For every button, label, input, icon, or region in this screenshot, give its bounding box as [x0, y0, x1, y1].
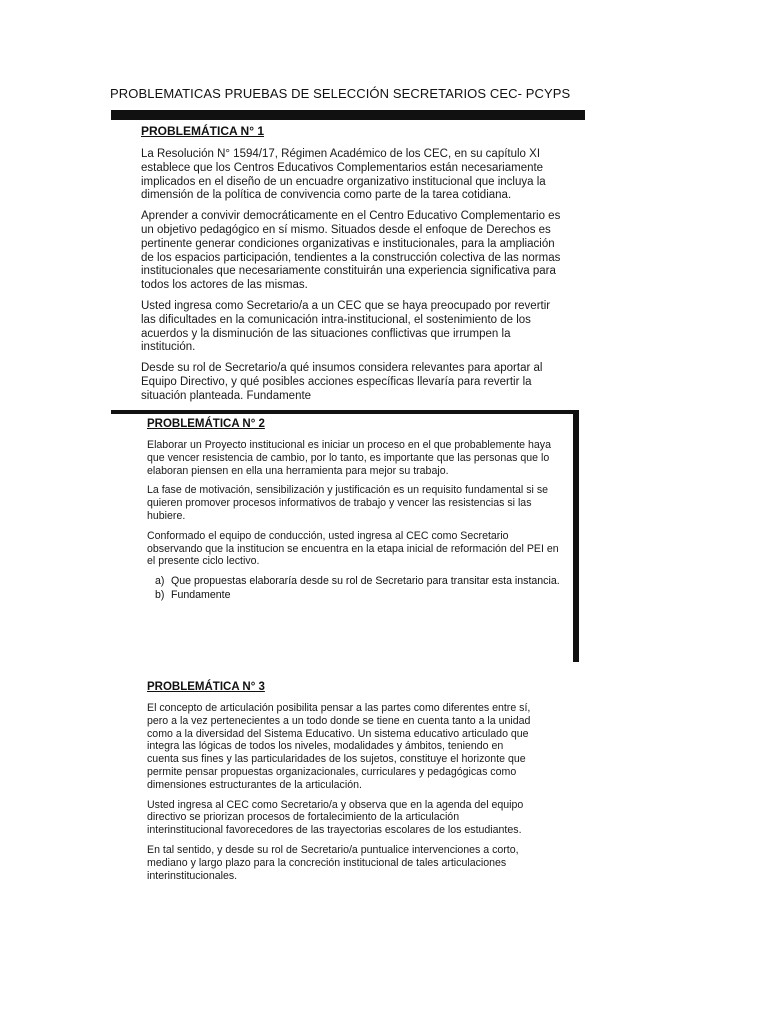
problem-2-paragraph: Conformado el equipo de conducción, usted ingresa al CEC como Secretario observando que la institucion se encuentra en la etapa inicial de reformación del PEI en el presente ciclo lectivo. — [147, 529, 559, 568]
problem-2-question-list — [147, 575, 563, 602]
problem-1-paragraph: Desde su rol de Secretario/a qué insumos considera relevantes para aportar al Equipo Directivo, y qué posibles acciones específicas llevaría para revertir la situación planteada. Fundamente — [141, 362, 543, 402]
scan-border-top — [111, 110, 585, 120]
question-text: Que propuestas elaboraría desde su rol de Secretario para transitar esta instancia. — [171, 575, 560, 588]
problem-1-paragraph: La Resolución N° 1594/17, Régimen Académico de los CEC, en su capítulo XI establece que los Centros Educativos Complementarios están necesariamente implicados en el diseño de un encuadre organizativo institucional que incluya la dimensión de la política de convivencia como parte de la tarea cotidiana. — [141, 148, 546, 202]
problem-2-paragraph: La fase de motivación, sensibilización y justificación es un requisito fundamental si se quieren promover procesos informativos de trabajo y vencer las resistencias si las hubiere. — [147, 484, 549, 522]
scan-border-middle — [111, 410, 579, 414]
problem-3-paragraph: Usted ingresa al CEC como Secretario/a y observa que en la agenda del equipo directivo se priorizan procesos de fortalecimiento de la articulación interinstitucional favorecedores de las trayectorias escolares de los estudiantes. — [147, 798, 524, 837]
question-item — [147, 575, 563, 588]
problem-1 — [141, 124, 567, 411]
problem-3 — [147, 681, 537, 889]
problem-2 — [147, 418, 563, 603]
problem-1-paragraph: Aprender a convivir democráticamente en el Centro Educativo Complementario es un objetivo pedagógico en sí mismo. Situados desde el enfoque de Derechos es pertinente generar condiciones organizativas e institucionales, para la ampliación de los espacios participación, tendientes a la construcción colectiva de las normas institucionales que necesariamente constituirán una experiencia significativa para todos los actores de las mismas. — [141, 210, 561, 292]
problem-3-heading: PROBLEMÁTICA N° 3 — [147, 681, 265, 693]
question-item — [147, 589, 563, 602]
question-text: Fundamente — [171, 588, 231, 601]
question-marker: a) — [155, 575, 165, 588]
problem-3-paragraph: El concepto de articulación posibilita pensar a las partes como diferentes entre sí, pero a la vez pertenecientes a un todo donde se tiene en cuenta tanto a la unidad como a la diversidad del Sistema Educativo. Un sistema educativo articulado que integra las lógicas de todos los niveles, modalidades y ámbitos, teniendo en cuenta sus fines y las particularidades de los sujetos, constituye el horizonte que permite pensar propuestas organizacionales, curriculares y pedagógicas como dimensiones estructurantes de la articulación. — [147, 702, 531, 791]
problem-1-heading: PROBLEMÁTICA N° 1 — [141, 124, 265, 138]
problem-2-heading: PROBLEMÁTICA N° 2 — [147, 418, 265, 430]
problem-1-paragraph: Usted ingresa como Secretario/a a un CEC que se haya preocupado por revertir las dificultades en la comunicación intra-institucional, el sostenimiento de los acuerdos y la disminución de las situaciones conflictivas que irrumpen la institución. — [141, 299, 551, 354]
problem-2-paragraph: Elaborar un Proyecto institucional es iniciar un proceso en el que probablemente haya que vencer resistencia de cambio, por lo tanto, es importante que las personas que lo elaboran piensen en ella una herramienta para mejor su trabajo. — [147, 439, 551, 477]
document-title: PROBLEMATICAS PRUEBAS DE SELECCIÓN SECRETARIOS CEC- PCYPS — [110, 86, 571, 101]
scan-border-right — [573, 410, 579, 662]
question-marker: b) — [155, 588, 165, 601]
problem-3-paragraph: En tal sentido, y desde su rol de Secretario/a puntualice intervenciones a corto, mediano y largo plazo para la concreción institucional de tales articulaciones interinstitucionales. — [147, 843, 519, 882]
